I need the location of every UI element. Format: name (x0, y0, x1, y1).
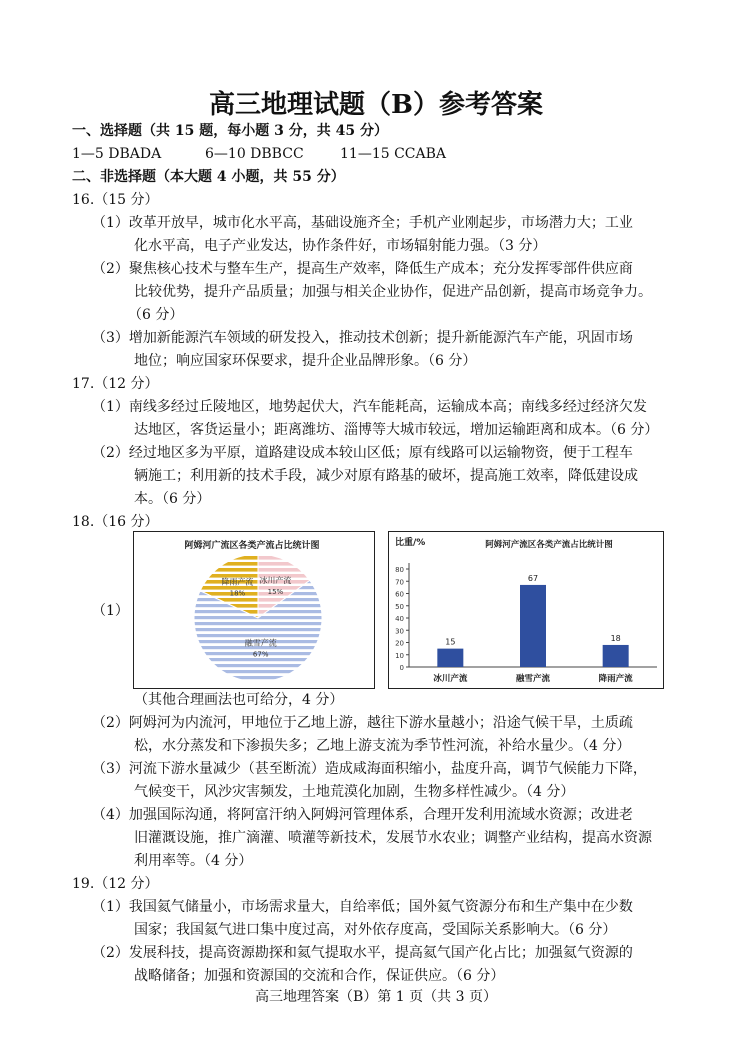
q18-label: 18.（16 分） (72, 514, 159, 530)
pie-title: 阿姆河广流区各类产流占比统计图 (184, 541, 320, 551)
bar-冰川产流 (437, 649, 463, 667)
pie-chart (134, 532, 374, 688)
q18-p2-line1: （2）阿姆河为内流河，甲地位于乙地上游，越往下游水量越小；沿途气候干旱，土质疏 (92, 715, 633, 731)
pie-chart-panel (133, 531, 375, 689)
q17-p1-line2: 达地区，客货运量小；距离潍坊、淄博等大城市较远，增加运输距离和成本。（6 分） (134, 422, 659, 438)
bar-ytick-label: 40 (395, 615, 404, 623)
answers-6-10: 6—10 DBBCC (205, 146, 304, 162)
section2-heading: 二、非选择题（本大题 4 小题，共 55 分） (72, 169, 345, 185)
q16-p2-line1: （2）聚焦核心技术与整车生产，提高生产效率，降低生产成本；充分发挥零部件供应商 (92, 261, 633, 277)
pie-value-降雨产流: 18% (229, 589, 246, 598)
page-title: 高三地理试题（B）参考答案 (209, 90, 543, 120)
bar-category-label-冰川产流: 冰川产流 (433, 674, 468, 684)
pie-label-融雪产流: 融雪产流 (244, 638, 277, 648)
q18-p3-line1: （3）河流下游水量减少（甚至断流）造成咸海面积缩小，盐度升高，调节气候能力下降， (92, 761, 647, 777)
q18-p4-line2: 旧灌溉设施，推广滴灌、喷灌等新技术，发展节水农业；调整产业结构，提高水资源 (134, 830, 652, 846)
answers-11-15: 11—15 CCABA (340, 146, 447, 162)
bar-value-label-冰川产流: 15 (445, 637, 456, 647)
bar-category-label-融雪产流: 融雪产流 (515, 674, 551, 684)
q17-p2-line2: 辆施工；利用新的技术手段，减少对原有路基的破坏，提高施工效率，降低建设成 (134, 468, 638, 484)
bar-ytick-label: 30 (395, 627, 404, 636)
bar-chart (389, 532, 663, 688)
bar-ytick-label: 0 (399, 664, 404, 672)
q18-p3-line2: 气候变干，风沙灾害频发，土地荒漠化加剧，生物多样性减少。（4 分） (134, 784, 575, 800)
bar-ytick-label: 60 (395, 590, 404, 599)
bar-ytick-label: 70 (395, 578, 404, 587)
q16-p1-line1: （1）改革开放早，城市化水平高，基础设施齐全；手机产业刚起步，市场潜力大；工业 (92, 215, 633, 231)
q16-p3-line2: 地位；响应国家环保要求，提升企业品牌形象。（6 分） (134, 353, 477, 369)
q18-p4-line1: （4）加强国际沟通，将阿富汗纳入阿姆河管理体系，合理开发利用流域水资源；改进老 (92, 807, 633, 823)
bar-chart-panel (388, 531, 664, 689)
bar-value-label-融雪产流: 67 (527, 573, 539, 583)
bar-ytick-label: 80 (395, 566, 404, 574)
q17-p1-line1: （1）南线多经过丘陵地区，地势起伏大，汽车能耗高，运输成本高；南线多经过经济欠发 (92, 399, 647, 415)
q19-p1-line1: （1）我国氦气储量小，市场需求量大，自给率低；国外氦气资源分布和生产集中在少数 (92, 899, 633, 915)
section1-heading: 一、选择题（共 15 题，每小题 3 分，共 45 分） (72, 123, 388, 139)
bar-降雨产流 (603, 645, 629, 667)
bar-ytick-label: 50 (395, 602, 404, 611)
bar-ylabel: 比重/% (395, 538, 426, 548)
q19-p1-line2: 国家；我国氦气进口集中度过高，对外依存度高，受国际关系影响大。（6 分） (134, 922, 617, 938)
q16-p2-line2: 比较优势，提升产品质量；加强与相关企业协作，促进产品创新，提高市场竞争力。 (134, 284, 652, 300)
bar-融雪产流 (520, 585, 546, 667)
q18-p4-line3: 利用率等。（4 分） (134, 853, 253, 869)
page-footer: 高三地理答案（B）第 1 页（共 3 页） (255, 989, 497, 1005)
bar-category-label-降雨产流: 降雨产流 (598, 674, 633, 684)
q17-label: 17.（12 分） (72, 376, 159, 392)
q16-p3-line1: （3）增加新能源汽车领域的研发投入，推动技术创新；提升新能源汽车产能，巩固市场 (92, 330, 633, 346)
bar-title: 阿姆河产流区各类产流占比统计图 (485, 540, 613, 550)
q17-p2-line3: 本。（6 分） (134, 491, 211, 507)
bar-ytick-label: 20 (395, 639, 404, 648)
pie-label-冰川产流: 冰川产流 (259, 575, 292, 585)
q19-label: 19.（12 分） (72, 876, 159, 892)
bar-ytick-label: 10 (395, 651, 404, 660)
pie-value-冰川产流: 15% (267, 587, 284, 596)
q18-sub1-label: （1） (92, 603, 129, 619)
q16-p2-line3: （6 分） (128, 307, 184, 323)
q19-p2-line1: （2）发展科技，提高资源勘探和氦气提取水平，提高氦气国产化占比；加强氦气资源的 (92, 945, 633, 961)
pie-value-融雪产流: 67% (252, 650, 269, 659)
q18-p2-line2: 松，水分蒸发和下渗损失多；乙地上游支流为季节性河流，补给水量少。（4 分） (134, 738, 631, 754)
q17-p2-line1: （2）经过地区多为平原，道路建设成本较山区低；原有线路可以运输物资，便于工程车 (92, 445, 633, 461)
pie-label-降雨产流: 降雨产流 (221, 577, 254, 587)
q16-p1-line2: 化水平高，电子产业发达，协作条件好，市场辐射能力强。（3 分） (134, 238, 547, 254)
bar-value-label-降雨产流: 18 (610, 633, 621, 643)
q18-note: （其他合理画法也可给分，4 分） (134, 692, 344, 708)
q16-label: 16.（15 分） (72, 192, 159, 208)
answers-1-5: 1—5 DBADA (72, 146, 162, 162)
q19-p2-line2: 战略储备；加强和资源国的交流和合作，保证供应。（6 分） (134, 968, 505, 984)
